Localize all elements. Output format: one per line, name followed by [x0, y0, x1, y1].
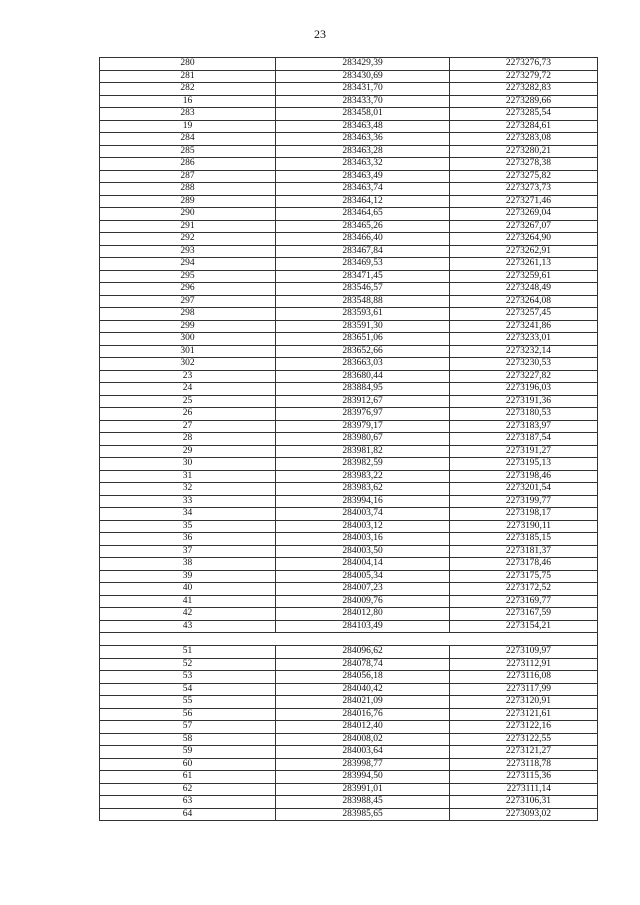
y-coordinate-cell: 2273273,73: [450, 183, 598, 196]
x-coordinate-cell: 283471,45: [276, 270, 450, 283]
table-row: [100, 333, 598, 346]
point-number-cell: 296: [100, 283, 276, 296]
table-row: [100, 796, 598, 809]
y-coordinate-cell: 2273120,91: [450, 696, 598, 709]
x-coordinate-cell: 284040,42: [276, 683, 450, 696]
x-coordinate-cell: 283548,88: [276, 295, 450, 308]
table-row: [100, 533, 598, 546]
y-coordinate-cell: 2273118,78: [450, 758, 598, 771]
y-coordinate-cell: 2273117,99: [450, 683, 598, 696]
y-coordinate-cell: 2273232,14: [450, 345, 598, 358]
point-number-cell: 36: [100, 533, 276, 546]
x-coordinate-cell: 284009,76: [276, 595, 450, 608]
point-number-cell: 298: [100, 308, 276, 321]
point-number-cell: 19: [100, 120, 276, 133]
x-coordinate-cell: 283982,59: [276, 458, 450, 471]
x-coordinate-cell: 284005,34: [276, 570, 450, 583]
table-row: [100, 696, 598, 709]
x-coordinate-cell: 284021,09: [276, 696, 450, 709]
x-coordinate-cell: 284003,12: [276, 520, 450, 533]
x-coordinate-cell: 283983,62: [276, 483, 450, 496]
point-number-cell: 37: [100, 545, 276, 558]
x-coordinate-cell: 283979,17: [276, 420, 450, 433]
x-coordinate-cell: 283680,44: [276, 370, 450, 383]
x-coordinate-cell: 283884,95: [276, 383, 450, 396]
y-coordinate-cell: 2273167,59: [450, 608, 598, 621]
y-coordinate-cell: 2273283,08: [450, 133, 598, 146]
table-row: [100, 433, 598, 446]
table-row: [100, 658, 598, 671]
point-number-cell: 61: [100, 771, 276, 784]
separator-cell: [100, 633, 598, 646]
point-number-cell: 292: [100, 233, 276, 246]
table-row: [100, 783, 598, 796]
point-number-cell: 282: [100, 83, 276, 96]
table-row: [100, 133, 598, 146]
point-number-cell: 42: [100, 608, 276, 621]
y-coordinate-cell: 2273183,97: [450, 420, 598, 433]
y-coordinate-cell: 2273154,21: [450, 620, 598, 633]
x-coordinate-cell: 283429,39: [276, 58, 450, 71]
table-row: [100, 208, 598, 221]
y-coordinate-cell: 2273264,90: [450, 233, 598, 246]
table-row: [100, 408, 598, 421]
y-coordinate-cell: 2273284,61: [450, 120, 598, 133]
table-row: [100, 320, 598, 333]
x-coordinate-cell: 283663,03: [276, 358, 450, 371]
table-row: [100, 570, 598, 583]
y-coordinate-cell: 2273262,91: [450, 245, 598, 258]
table-row: [100, 295, 598, 308]
point-number-cell: 53: [100, 671, 276, 684]
point-number-cell: 300: [100, 333, 276, 346]
x-coordinate-cell: 283994,50: [276, 771, 450, 784]
point-number-cell: 52: [100, 658, 276, 671]
y-coordinate-cell: 2273116,08: [450, 671, 598, 684]
point-number-cell: 59: [100, 746, 276, 759]
y-coordinate-cell: 2273112,91: [450, 658, 598, 671]
y-coordinate-cell: 2273172,52: [450, 583, 598, 596]
table-row: [100, 758, 598, 771]
point-number-cell: 31: [100, 470, 276, 483]
x-coordinate-cell: 283463,36: [276, 133, 450, 146]
point-number-cell: 291: [100, 220, 276, 233]
table-row: [100, 671, 598, 684]
point-number-cell: 51: [100, 646, 276, 659]
y-coordinate-cell: 2273169,77: [450, 595, 598, 608]
y-coordinate-cell: 2273185,15: [450, 533, 598, 546]
y-coordinate-cell: 2273122,55: [450, 733, 598, 746]
x-coordinate-cell: 283976,97: [276, 408, 450, 421]
point-number-cell: 63: [100, 796, 276, 809]
x-coordinate-cell: 283464,65: [276, 208, 450, 221]
x-coordinate-cell: 283433,70: [276, 95, 450, 108]
y-coordinate-cell: 2273259,61: [450, 270, 598, 283]
y-coordinate-cell: 2273276,73: [450, 58, 598, 71]
table-row: [100, 395, 598, 408]
page-number: 23: [314, 27, 326, 41]
y-coordinate-cell: 2273233,01: [450, 333, 598, 346]
point-number-cell: 26: [100, 408, 276, 421]
point-number-cell: 58: [100, 733, 276, 746]
table-row: [100, 721, 598, 734]
table-row: [100, 508, 598, 521]
table-row: [100, 233, 598, 246]
x-coordinate-cell: 284012,80: [276, 608, 450, 621]
y-coordinate-cell: 2273227,82: [450, 370, 598, 383]
x-coordinate-cell: 284004,14: [276, 558, 450, 571]
y-coordinate-cell: 2273275,82: [450, 170, 598, 183]
y-coordinate-cell: 2273191,36: [450, 395, 598, 408]
point-number-cell: 32: [100, 483, 276, 496]
point-number-cell: 284: [100, 133, 276, 146]
table-row: [100, 145, 598, 158]
point-number-cell: 60: [100, 758, 276, 771]
point-number-cell: 287: [100, 170, 276, 183]
x-coordinate-cell: 283991,01: [276, 783, 450, 796]
coordinates-table: [99, 57, 598, 821]
point-number-cell: 64: [100, 808, 276, 821]
point-number-cell: 281: [100, 70, 276, 83]
table-row: [100, 108, 598, 121]
x-coordinate-cell: 283652,66: [276, 345, 450, 358]
point-number-cell: 40: [100, 583, 276, 596]
table-row: [100, 270, 598, 283]
table-row: [100, 470, 598, 483]
y-coordinate-cell: 2273230,53: [450, 358, 598, 371]
y-coordinate-cell: 2273178,46: [450, 558, 598, 571]
table-row: [100, 808, 598, 821]
point-number-cell: 29: [100, 445, 276, 458]
table-row: [100, 383, 598, 396]
table-row: [100, 545, 598, 558]
y-coordinate-cell: 2273199,77: [450, 495, 598, 508]
y-coordinate-cell: 2273111,14: [450, 783, 598, 796]
x-coordinate-cell: 283591,30: [276, 320, 450, 333]
y-coordinate-cell: 2273121,61: [450, 708, 598, 721]
x-coordinate-cell: 283463,74: [276, 183, 450, 196]
x-coordinate-cell: 283469,53: [276, 258, 450, 271]
y-coordinate-cell: 2273115,36: [450, 771, 598, 784]
y-coordinate-cell: 2273180,53: [450, 408, 598, 421]
table-row: [100, 646, 598, 659]
point-number-cell: 290: [100, 208, 276, 221]
y-coordinate-cell: 2273121,27: [450, 746, 598, 759]
table-row: [100, 120, 598, 133]
table-row: [100, 183, 598, 196]
x-coordinate-cell: 283467,84: [276, 245, 450, 258]
x-coordinate-cell: 284012,40: [276, 721, 450, 734]
y-coordinate-cell: 2273264,08: [450, 295, 598, 308]
y-coordinate-cell: 2273190,11: [450, 520, 598, 533]
point-number-cell: 280: [100, 58, 276, 71]
table-row: [100, 708, 598, 721]
table-row: [100, 358, 598, 371]
table-row: [100, 683, 598, 696]
point-number-cell: 294: [100, 258, 276, 271]
x-coordinate-cell: 284003,64: [276, 746, 450, 759]
table-row: [100, 420, 598, 433]
y-coordinate-cell: 2273241,86: [450, 320, 598, 333]
x-coordinate-cell: 284008,02: [276, 733, 450, 746]
table-row: [100, 220, 598, 233]
y-coordinate-cell: 2273282,83: [450, 83, 598, 96]
y-coordinate-cell: 2273109,97: [450, 646, 598, 659]
table-row: [100, 370, 598, 383]
x-coordinate-cell: 283912,67: [276, 395, 450, 408]
x-coordinate-cell: 284003,50: [276, 545, 450, 558]
table-row: [100, 308, 598, 321]
x-coordinate-cell: 284016,76: [276, 708, 450, 721]
point-number-cell: 24: [100, 383, 276, 396]
point-number-cell: 27: [100, 420, 276, 433]
point-number-cell: 293: [100, 245, 276, 258]
x-coordinate-cell: 283466,40: [276, 233, 450, 246]
y-coordinate-cell: 2273196,03: [450, 383, 598, 396]
table-row: [100, 746, 598, 759]
point-number-cell: 38: [100, 558, 276, 571]
x-coordinate-cell: 284007,23: [276, 583, 450, 596]
table-row: [100, 70, 598, 83]
x-coordinate-cell: 284056,18: [276, 671, 450, 684]
x-coordinate-cell: 283458,01: [276, 108, 450, 121]
point-number-cell: 288: [100, 183, 276, 196]
table-row: [100, 583, 598, 596]
table-row: [100, 595, 598, 608]
y-coordinate-cell: 2273278,38: [450, 158, 598, 171]
point-number-cell: 56: [100, 708, 276, 721]
point-number-cell: 302: [100, 358, 276, 371]
table-row: [100, 620, 598, 633]
point-number-cell: 25: [100, 395, 276, 408]
y-coordinate-cell: 2273280,21: [450, 145, 598, 158]
point-number-cell: 301: [100, 345, 276, 358]
y-coordinate-cell: 2273181,37: [450, 545, 598, 558]
point-number-cell: 55: [100, 696, 276, 709]
table-row: [100, 195, 598, 208]
x-coordinate-cell: 283463,32: [276, 158, 450, 171]
y-coordinate-cell: 2273187,54: [450, 433, 598, 446]
y-coordinate-cell: 2273267,07: [450, 220, 598, 233]
table-row: [100, 458, 598, 471]
table-row: [100, 771, 598, 784]
y-coordinate-cell: 2273257,45: [450, 308, 598, 321]
point-number-cell: 34: [100, 508, 276, 521]
y-coordinate-cell: 2273122,16: [450, 721, 598, 734]
x-coordinate-cell: 283546,57: [276, 283, 450, 296]
x-coordinate-cell: 283998,77: [276, 758, 450, 771]
point-number-cell: 54: [100, 683, 276, 696]
point-number-cell: 28: [100, 433, 276, 446]
point-number-cell: 283: [100, 108, 276, 121]
point-number-cell: 286: [100, 158, 276, 171]
point-number-cell: 33: [100, 495, 276, 508]
x-coordinate-cell: 283463,49: [276, 170, 450, 183]
point-number-cell: 39: [100, 570, 276, 583]
x-coordinate-cell: 283980,67: [276, 433, 450, 446]
table-row: [100, 520, 598, 533]
y-coordinate-cell: 2273279,72: [450, 70, 598, 83]
x-coordinate-cell: 283981,82: [276, 445, 450, 458]
point-number-cell: 289: [100, 195, 276, 208]
y-coordinate-cell: 2273093,02: [450, 808, 598, 821]
x-coordinate-cell: 284103,49: [276, 620, 450, 633]
y-coordinate-cell: 2273261,13: [450, 258, 598, 271]
y-coordinate-cell: 2273248,49: [450, 283, 598, 296]
y-coordinate-cell: 2273285,54: [450, 108, 598, 121]
point-number-cell: 297: [100, 295, 276, 308]
point-number-cell: 299: [100, 320, 276, 333]
table-row: [100, 83, 598, 96]
x-coordinate-cell: 283988,45: [276, 796, 450, 809]
table-row: [100, 283, 598, 296]
point-number-cell: 62: [100, 783, 276, 796]
point-number-cell: 41: [100, 595, 276, 608]
y-coordinate-cell: 2273271,46: [450, 195, 598, 208]
x-coordinate-cell: 283983,22: [276, 470, 450, 483]
point-number-cell: 30: [100, 458, 276, 471]
x-coordinate-cell: 284003,16: [276, 533, 450, 546]
y-coordinate-cell: 2273106,31: [450, 796, 598, 809]
y-coordinate-cell: 2273201,54: [450, 483, 598, 496]
x-coordinate-cell: 283651,06: [276, 333, 450, 346]
x-coordinate-cell: 283430,69: [276, 70, 450, 83]
table-separator-row: [100, 633, 598, 646]
table-row: [100, 445, 598, 458]
x-coordinate-cell: 283464,12: [276, 195, 450, 208]
point-number-cell: 16: [100, 95, 276, 108]
x-coordinate-cell: 284003,74: [276, 508, 450, 521]
y-coordinate-cell: 2273191,27: [450, 445, 598, 458]
point-number-cell: 285: [100, 145, 276, 158]
y-coordinate-cell: 2273269,04: [450, 208, 598, 221]
table-row: [100, 158, 598, 171]
y-coordinate-cell: 2273198,46: [450, 470, 598, 483]
table-row: [100, 608, 598, 621]
y-coordinate-cell: 2273289,66: [450, 95, 598, 108]
x-coordinate-cell: 283985,65: [276, 808, 450, 821]
table-row: [100, 558, 598, 571]
x-coordinate-cell: 283463,28: [276, 145, 450, 158]
table-row: [100, 245, 598, 258]
x-coordinate-cell: 283465,26: [276, 220, 450, 233]
table-row: [100, 345, 598, 358]
y-coordinate-cell: 2273198,17: [450, 508, 598, 521]
x-coordinate-cell: 283463,48: [276, 120, 450, 133]
y-coordinate-cell: 2273175,75: [450, 570, 598, 583]
table-row: [100, 95, 598, 108]
point-number-cell: 35: [100, 520, 276, 533]
table-row: [100, 733, 598, 746]
point-number-cell: 43: [100, 620, 276, 633]
point-number-cell: 23: [100, 370, 276, 383]
table-row: [100, 58, 598, 71]
table-row: [100, 170, 598, 183]
x-coordinate-cell: 283431,70: [276, 83, 450, 96]
x-coordinate-cell: 284078,74: [276, 658, 450, 671]
x-coordinate-cell: 283593,61: [276, 308, 450, 321]
x-coordinate-cell: 284096,62: [276, 646, 450, 659]
table-row: [100, 483, 598, 496]
point-number-cell: 295: [100, 270, 276, 283]
point-number-cell: 57: [100, 721, 276, 734]
table-row: [100, 495, 598, 508]
table-row: [100, 258, 598, 271]
y-coordinate-cell: 2273195,13: [450, 458, 598, 471]
x-coordinate-cell: 283994,16: [276, 495, 450, 508]
